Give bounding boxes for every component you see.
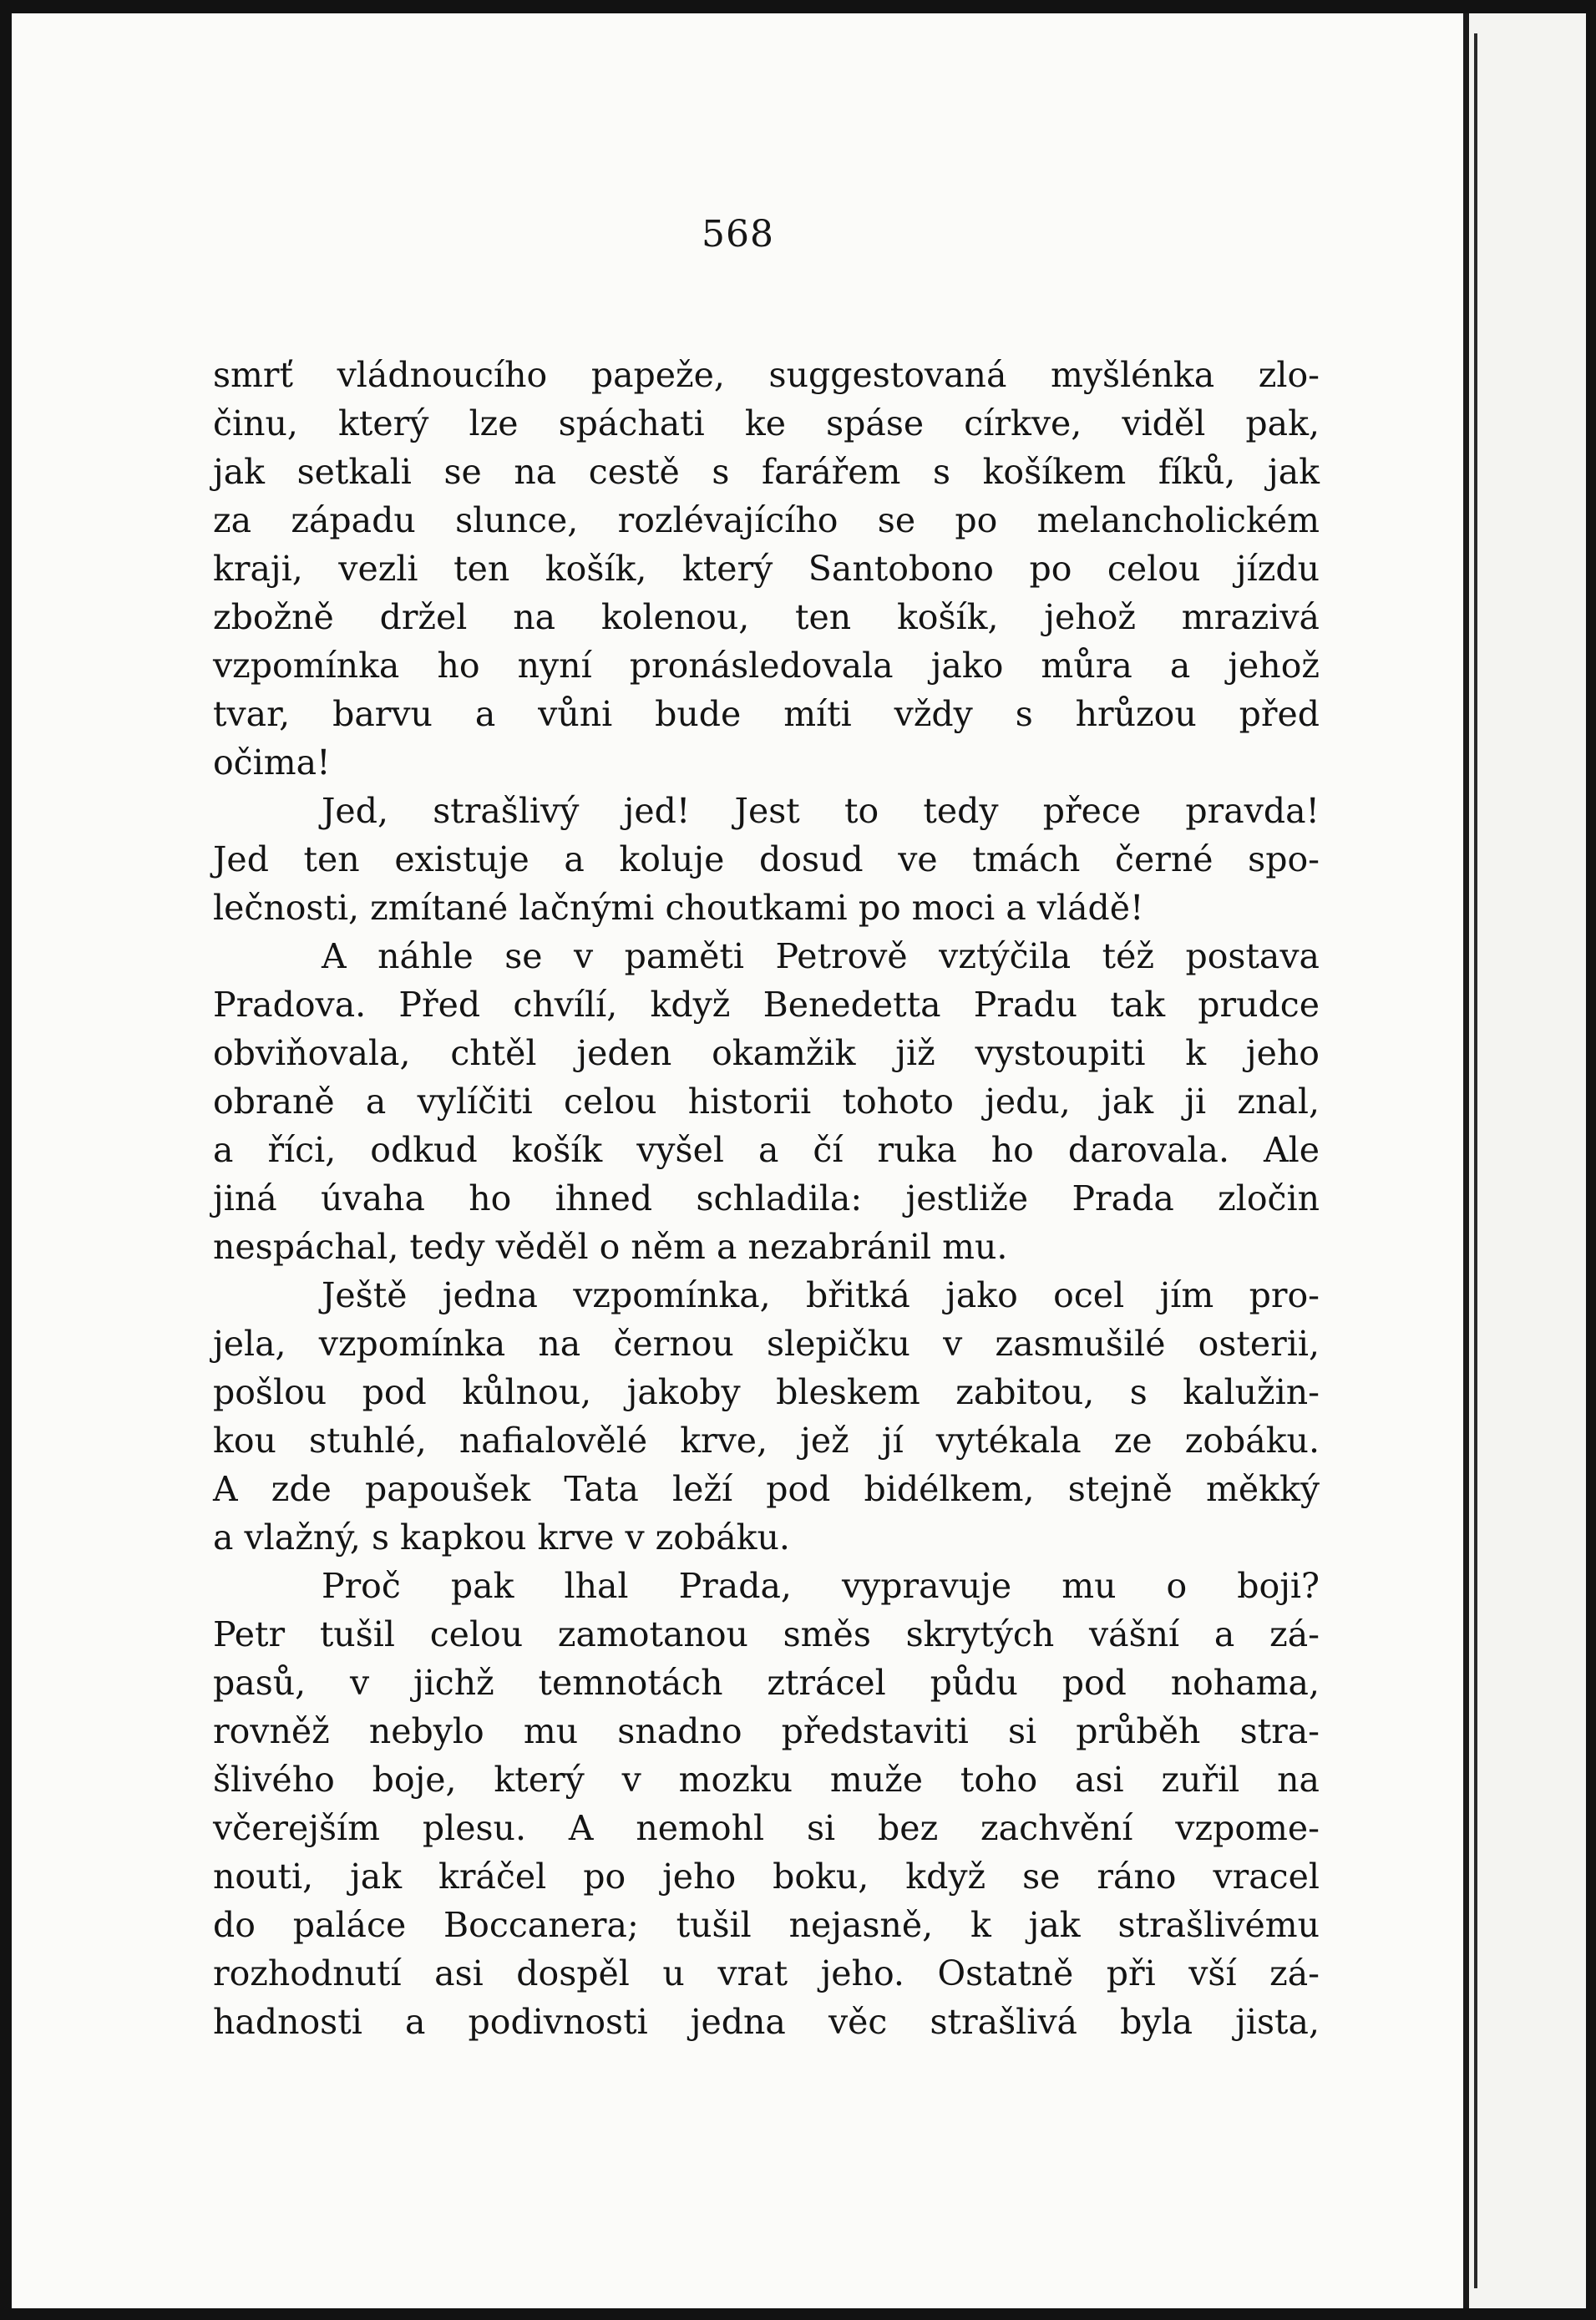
text-line: Proč pak lhal Prada, vypravuje mu o boji? [322,1566,1320,1606]
text-line: kou stuhlé, nafialovělé krve, jež jí vytékala ze zobáku. [213,1421,1320,1461]
text-line: za západu slunce, rozlévajícího se po melancholickém [213,500,1320,540]
text-line: tvar, barvu a vůni bude míti vždy s hrůzou před [213,694,1320,734]
text-line: Petr tušil celou zamotanou směs skrytých vášní a zá- [213,1614,1320,1654]
text-line: činu, který lze spáchati ke spáse církve, viděl pak, [213,403,1320,443]
text-line: do paláce Boccanera; tušil nejasně, k jak strašlivému [213,1905,1320,1945]
text-line: lečnosti, zmítané lačnými choutkami po moci a vládě! [213,888,1144,928]
text-line: Pradova. Před chvílí, když Benedetta Pradu tak prudce [213,985,1320,1025]
text-line: jiná úvaha ho ihned schladila: jestliže Prada zločin [213,1178,1320,1218]
text-line: Jed ten existuje a koluje dosud ve tmách černé spo- [213,839,1320,879]
text-line: pošlou pod kůlnou, jakoby bleskem zabitou, s kalužin- [213,1372,1320,1412]
text-line: vzpomínka ho nyní pronásledovala jako můra a jehož [213,646,1320,686]
body-text [213,351,1320,2046]
binding-edge [1463,13,1469,2308]
page-number: 568 [702,213,774,256]
text-line: A zde papoušek Tata leží pod bidélkem, stejně měkký [213,1469,1320,1509]
text-line: a říci, odkud košík vyšel a čí ruka ho darovala. Ale [213,1130,1320,1170]
text-line: nouti, jak kráčel po jeho boku, když se ráno vracel [213,1857,1320,1897]
text-line: šlivého boje, který v mozku muže toho asi zuřil na [213,1760,1320,1800]
text-line: zbožně držel na kolenou, ten košík, jehož mrazivá [213,597,1320,637]
text-line: rozhodnutí asi dospěl u vrat jeho. Ostatně při vší zá- [213,1953,1320,1993]
text-line: pasů, v jichž temnotách ztrácel půdu pod nohama, [213,1663,1320,1703]
text-line: jela, vzpomínka na černou slepičku v zasmušilé osterii, [213,1324,1320,1364]
text-line: smrť vládnoucího papeže, suggestovaná myšlénka zlo- [213,355,1320,395]
text-line: A náhle se v paměti Petrově vztýčila též postava [322,936,1320,976]
text-line: očima! [213,742,331,783]
text-line: obviňovala, chtěl jeden okamžik již vystoupiti k jeho [213,1033,1320,1073]
text-line: rovněž nebylo mu snadno představiti si průběh stra- [213,1711,1320,1751]
text-line: Ještě jedna vzpomínka, břitká jako ocel jím pro- [322,1275,1320,1315]
page-edge-rule [1474,33,1477,2288]
text-line: kraji, vezli ten košík, který Santobono po celou jízdu [213,549,1320,589]
text-line: jak setkali se na cestě s farářem s košíkem fíků, jak [213,452,1320,492]
text-line: a vlažný, s kapkou krve v zobáku. [213,1517,790,1558]
right-margin [1469,13,1586,2308]
text-line: obraně a vylíčiti celou historii tohoto jedu, jak ji znal, [213,1081,1320,1122]
text-line: hadnosti a podivnosti jedna věc strašlivá byla jista, [213,2002,1320,2042]
text-line: Jed, strašlivý jed! Jest to tedy přece pravda! [322,791,1320,831]
text-line: nespáchal, tedy věděl o něm a nezabránil mu. [213,1227,1008,1267]
text-line: včerejším plesu. A nemohl si bez zachvění vzpome- [213,1808,1320,1848]
